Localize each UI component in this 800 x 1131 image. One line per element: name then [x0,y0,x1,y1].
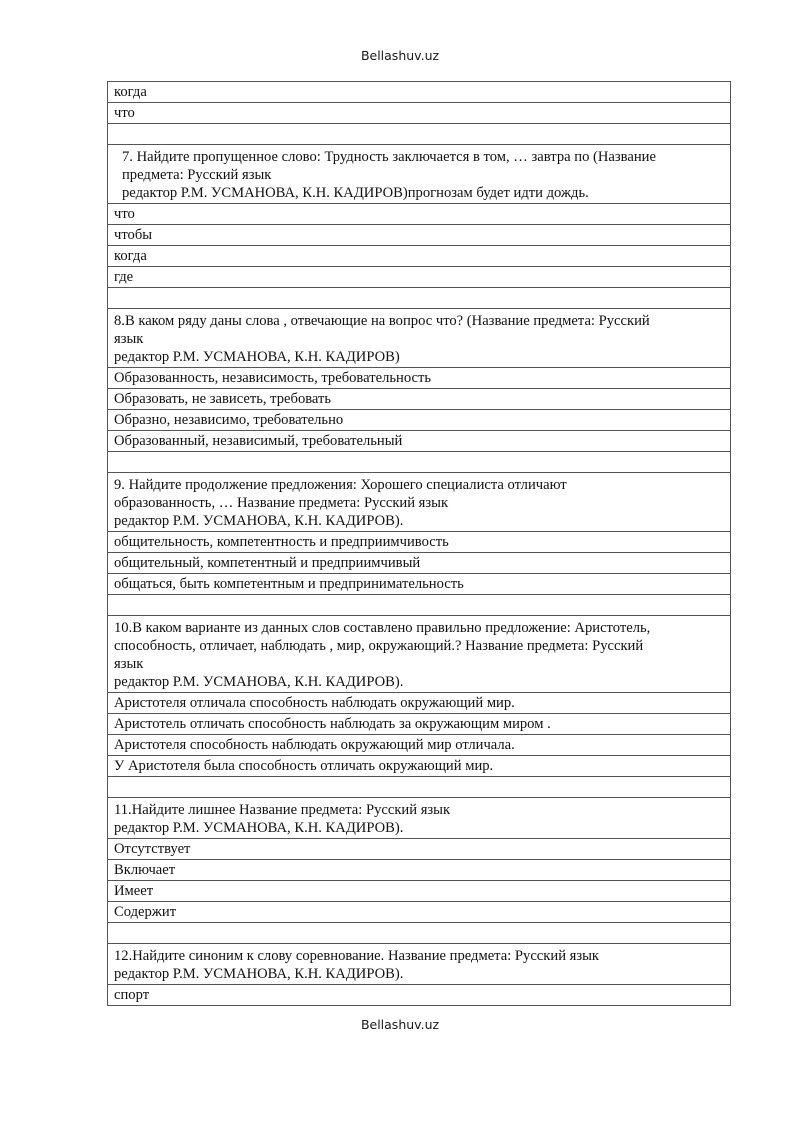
question-text [108,944,731,985]
question-text [108,309,731,368]
answer-option-row [108,985,731,1006]
question-text [108,473,731,532]
question-line: образованность, … Название предмета: Русский язык [114,495,449,511]
footer-site-name: Bellashuv.uz [360,1017,440,1032]
answer-option: когда [108,246,731,267]
spacer-cell [108,288,731,309]
answer-option: Аристотеля отличала способность наблюдать окружающий мир. [108,693,731,714]
answer-option-row [108,204,731,225]
question-row [108,309,731,368]
answer-option: общаться, быть компетентным и предпринимательность [108,574,731,595]
question-line: 12.Найдите синоним к слову соревнование. Название предмета: Русский язык [114,948,600,964]
answer-option-row [108,431,731,452]
answer-option: Отсутствует [108,839,731,860]
question-line: редактор Р.М. УСМАНОВА, К.Н. КАДИРОВ). [114,820,404,836]
spacer-row [108,124,731,145]
answer-option-row [108,553,731,574]
question-line: редактор Р.М. УСМАНОВА, К.Н. КАДИРОВ) [114,349,400,365]
answer-option-row [108,410,731,431]
header-site-name: Bellashuv.uz [360,48,440,63]
question-line: предмета: Русский язык [122,167,272,183]
spacer-cell [108,777,731,798]
spacer-cell [108,124,731,145]
question-row [108,944,731,985]
answer-option: когда [108,82,731,103]
question-line: редактор Р.М. УСМАНОВА, К.Н. КАДИРОВ)прогнозам будет идти дождь. [122,185,589,201]
questions-table [107,81,731,1006]
answer-option-row [108,246,731,267]
answer-option: чтобы [108,225,731,246]
question-row [108,798,731,839]
question-line: редактор Р.М. УСМАНОВА, К.Н. КАДИРОВ). [114,513,404,529]
answer-option: Образно, независимо, требовательно [108,410,731,431]
answer-option-row [108,693,731,714]
question-line: редактор Р.М. УСМАНОВА, К.Н. КАДИРОВ). [114,674,404,690]
answer-option-row [108,368,731,389]
answer-option: спорт [108,985,731,1006]
spacer-cell [108,923,731,944]
question-line: язык [114,656,144,672]
answer-option: Аристотеля способность наблюдать окружающий мир отличала. [108,735,731,756]
answer-option: Образованность, независимость, требовательность [108,368,731,389]
questions-table-body [108,82,731,1006]
answer-option: что [108,103,731,124]
answer-option-row [108,839,731,860]
spacer-row [108,452,731,473]
question-line: 9. Найдите продолжение предложения: Хорошего специалиста отличают [114,477,567,493]
question-line: редактор Р.М. УСМАНОВА, К.Н. КАДИРОВ). [114,966,404,982]
answer-option-row [108,902,731,923]
question-line: способность, отличает, наблюдать , мир, окружающий.? Название предмета: Русский [114,638,644,654]
spacer-row [108,923,731,944]
question-row [108,616,731,693]
spacer-cell [108,595,731,616]
answer-option: Аристотель отличать способность наблюдать за окружающим миром . [108,714,731,735]
question-text [108,798,731,839]
question-text [108,616,731,693]
question-row [108,473,731,532]
spacer-cell [108,452,731,473]
answer-option: где [108,267,731,288]
answer-option-row [108,574,731,595]
answer-option-row [108,881,731,902]
answer-option: Включает [108,860,731,881]
question-line: 11.Найдите лишнее Название предмета: Русский язык [114,802,451,818]
answer-option: Содержит [108,902,731,923]
answer-option-row [108,82,731,103]
answer-option-row [108,103,731,124]
question-text [108,145,731,204]
answer-option-row [108,225,731,246]
answer-option-row [108,389,731,410]
answer-option: Имеет [108,881,731,902]
answer-option: общительный, компетентный и предприимчивый [108,553,731,574]
question-line: язык [114,331,144,347]
answer-option: что [108,204,731,225]
answer-option-row [108,532,731,553]
spacer-row [108,288,731,309]
answer-option: общительность, компетентность и предприимчивость [108,532,731,553]
answer-option-row [108,860,731,881]
question-line: 8.В каком ряду даны слова , отвечающие на вопрос что? (Название предмета: Русский [114,313,650,329]
answer-option: Образованный, независимый, требовательный [108,431,731,452]
question-line: 7. Найдите пропущенное слово: Трудность заключается в том, … завтра по (Название [122,149,656,165]
answer-option-row [108,735,731,756]
answer-option-row [108,756,731,777]
question-row [108,145,731,204]
answer-option: У Аристотеля была способность отличать окружающий мир. [108,756,731,777]
spacer-row [108,777,731,798]
question-line: 10.В каком варианте из данных слов составлено правильно предложение: Аристотель, [114,620,651,636]
answer-option: Образовать, не зависеть, требовать [108,389,731,410]
spacer-row [108,595,731,616]
answer-option-row [108,714,731,735]
answer-option-row [108,267,731,288]
